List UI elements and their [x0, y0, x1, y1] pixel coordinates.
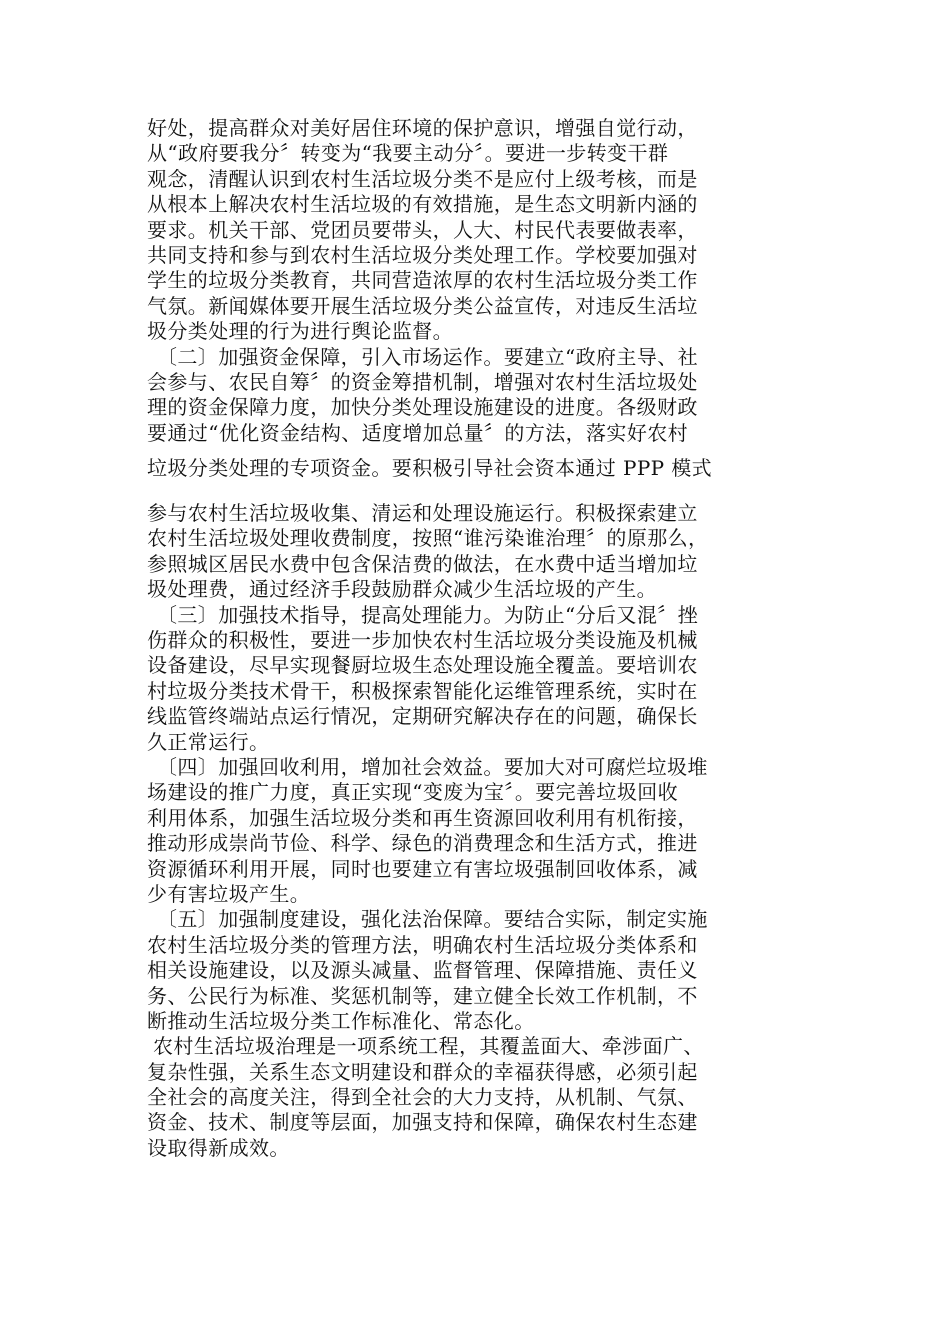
section-heading-line: 〔三〕加强技术指导，提高处理能力。为防止“分后又混〞挫 [157, 602, 699, 627]
text-line: 气氛。新闻媒体要开展生活垃圾分类公益宣传，对违反生活垃 [147, 293, 698, 318]
text-line: 村垃圾分类技术骨干，积极探索智能化运维管理系统，实时在 [147, 678, 698, 703]
text-line: 要求。机关干部、党团员要带头，人大、村民代表要做表率， [147, 217, 698, 242]
text-line: 线监管终端站点运行情况，定期研究解决存在的问题，确保长 [147, 704, 698, 729]
text-line: 农村生活垃圾分类的管理方法，明确农村生活垃圾分类体系和 [147, 932, 698, 957]
text-line: 参照城区居民水费中包含保洁费的做法，在水费中适当增加垃 [147, 551, 698, 576]
text-line: 要通过“优化资金结构、适度增加总量〞的方法，落实好农村 [147, 420, 689, 445]
section-heading-line: 〔五〕加强制度建设，强化法治保障。要结合实际，制定实施 [157, 907, 708, 932]
text-line: 学生的垃圾分类教育，共同营造浓厚的农村生活垃圾分类工作 [147, 268, 698, 293]
text-line: 相关设施建设，以及源头减量、监督管理、保障措施、责任义 [147, 958, 698, 983]
text-line: 设取得新成效。 [147, 1135, 290, 1160]
text-line: 会参与、农民自筹〞的资金筹措机制，增强对农村生活垃圾处 [147, 369, 698, 394]
text-line: 圾分类处理的行为进行舆论监督。 [147, 319, 453, 344]
text-line: 农村生活垃圾处理收费制度，按照“谁污染谁治理〞的原那么， [147, 526, 709, 551]
text-line: 务、公民行为标准、奖惩机制等，建立健全长效工作机制，不 [147, 983, 698, 1008]
text-line: 场建设的推广力度，真正实现“变废为宝〞。要完善垃圾回收 [147, 780, 679, 805]
body-text [147, 116, 817, 1161]
text-line: 理的资金保障力度，加快分类处理设施建设的进度。各级财政 [147, 395, 698, 420]
text-line: 农村生活垃圾治理是一项系统工程，其覆盖面大、牵涉面广、 [153, 1034, 704, 1059]
text-line: 久正常运行。 [147, 729, 270, 754]
text-line: 全社会的高度关注，得到全社会的大力支持，从机制、气氛、 [147, 1085, 698, 1110]
text-line: 断推动生活垃圾分类工作标准化、常态化。 [147, 1008, 535, 1033]
text-line: 设备建设，尽早实现餐厨垃圾生态处理设施全覆盖。要培训农 [147, 653, 698, 678]
text-line: 参与农村生活垃圾收集、清运和处理设施运行。积极探索建立 [147, 501, 698, 526]
text-line: 少有害垃圾产生。 [147, 881, 311, 906]
text-line: 资源循环利用开展，同时也要建立有害垃圾强制回收体系，减 [147, 856, 698, 881]
text-line: 资金、技术、制度等层面，加强支持和保障，确保农村生态建 [147, 1110, 698, 1135]
text-line: 共同支持和参与到农村生活垃圾分类处理工作。学校要加强对 [147, 242, 698, 267]
text-line: 推动形成崇尚节俭、科学、绿色的消费理念和生活方式，推进 [147, 831, 698, 856]
text-line: 好处，提高群众对美好居住环境的保护意识，增强自觉行动， [147, 116, 698, 140]
text-line: 从根本上解决农村生活垃圾的有效措施，是生态文明新内涵的 [147, 192, 698, 217]
text-line: 伤群众的积极性，要进一步加快农村生活垃圾分类设施及机械 [147, 628, 698, 653]
text-line: 垃圾分类处理的专项资金。要积极引导社会资本通过 PPP 模式 [147, 456, 713, 481]
text-line: 利用体系，加强生活垃圾分类和再生资源回收利用有机衔接， [147, 805, 698, 830]
section-heading-line: 〔二〕加强资金保障，引入市场运作。要建立“政府主导、社 [157, 344, 699, 369]
section-heading-line: 〔四〕加强回收利用，增加社会效益。要加大对可腐烂垃圾堆 [157, 754, 708, 779]
text-line: 圾处理费，通过经济手段鼓励群众减少生活垃圾的产生。 [147, 577, 657, 602]
text-line: 复杂性强，关系生态文明建设和群众的幸福获得感，必须引起 [147, 1059, 698, 1084]
text-line: 从“政府要我分〞转变为“我要主动分〞。要进一步转变干群 [147, 141, 669, 166]
text-line: 观念，清醒认识到农村生活垃圾分类不是应付上级考核，而是 [147, 166, 698, 191]
